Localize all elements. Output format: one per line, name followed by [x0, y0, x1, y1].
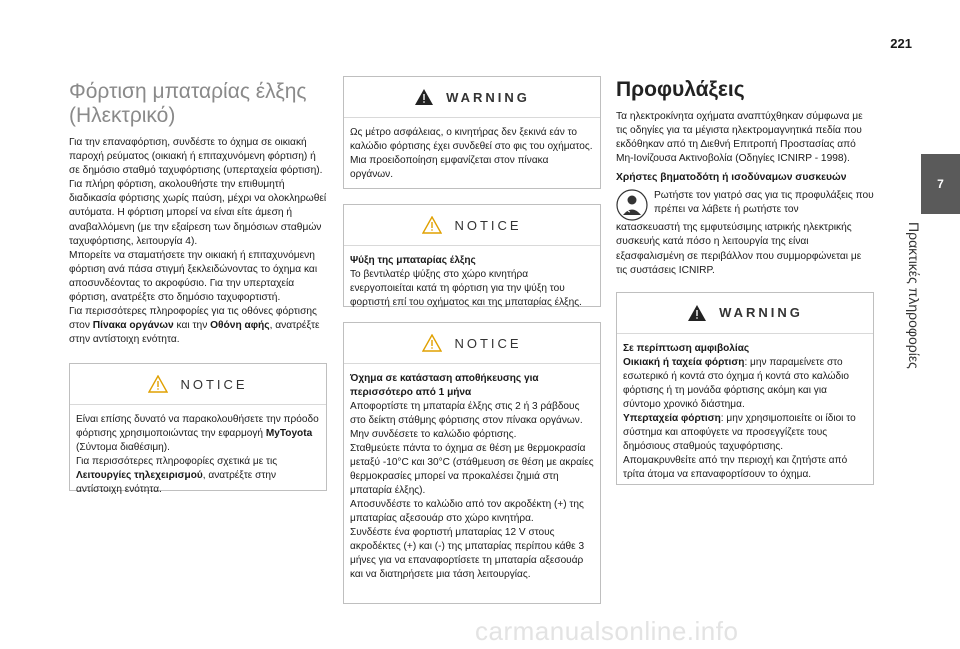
paragraph — [69, 305, 327, 347]
paragraph — [76, 455, 320, 497]
notice-box — [343, 204, 601, 307]
paragraph — [623, 412, 867, 454]
paragraph: Μπορείτε να σταματήσετε την οικιακή ή επιταχυνόμενη φόρτιση ανά πάσα στιγμή ξεκλειδώνοντας το όχημα και αποσυνδέοντας το ακροφύσιο. Για την υπερταχεία φόρτιση, ανατρέξτε στο δημόσιο ταχυφορτιστή. — [69, 249, 318, 304]
paragraph: Συνδέστε ένα φορτιστή μπαταρίας 12 V στους ακροδέκτες (+) και (-) της μπαταρίας περίπου κάθε 3 μήνες για να επαναφορτίσετε τη μπαταρία αξεσουάρ και να διατηρήσετε μια τάση λειτουργίας. — [350, 527, 585, 580]
doctor-icon — [616, 189, 648, 221]
paragraph: Αποσυνδέστε το καλώδιο από τον ακροδέκτη (+) της μπαταρίας αξεσουάρ στο χώρο κινητήρα. — [350, 499, 584, 524]
paragraph: Τα ηλεκτροκίνητα οχήματα αναπτύχθηκαν σύμφωνα με τις οδηγίες για τα μέγιστα ηλεκτρομαγνητικά πεδία που εκδόθηκαν από τη Διεθνή Επιτροπή Προστασίας από Μη-Ιονίζουσα Ακτινοβολία (Οδηγίες ICNIRP - 1998). — [616, 111, 863, 165]
warning-triangle-icon — [414, 88, 434, 106]
text: : μην χρησιμοποιείτε οι ίδιοι το σύστημα και αποφύγετε να προσεγγίζετε τους δημόσιους σταθμούς ταχυφόρτισης. — [623, 412, 856, 452]
warning-triangle-icon — [687, 304, 707, 322]
bold-term: MyToyota — [265, 428, 313, 440]
bold-term: Λειτουργίες τηλεχειρισμού — [76, 470, 203, 482]
warning-label: WARNING — [719, 305, 803, 321]
bold-term: Πίνακα οργάνων — [92, 320, 174, 332]
bold-term: Οικιακή ή ταχεία φόρτιση — [623, 356, 745, 368]
paragraph: Για πλήρη φόρτιση, ακολουθήστε την επιθυμητή διαδικασία φόρτισης χωρίς παύση, μέχρι να ολοκληρωθεί αυτόματα. Η φόρτιση μπορεί να είναι είτε άμεση ή αναβαλλόμενη (με την εξαίρεση των δημόσιων σταθμών ταχυφόρτισης, λειτουργία 4). — [69, 179, 327, 247]
notice-header — [70, 364, 326, 405]
notice-title: Όχημα σε κατάσταση αποθήκευσης για περισσότερο από 1 μήνα — [350, 373, 539, 398]
bold-term: Οθόνη αφής — [210, 320, 270, 332]
notice-triangle-icon — [422, 334, 442, 352]
paragraph: Μην συνδέσετε το καλώδιο φόρτισης. — [350, 429, 517, 440]
paragraph: Σταθμεύετε πάντα το όχημα σε θέση με θερμοκρασία μεταξύ -10°C και 30°C (στάθμευση σε θέση με ακραίες θερμοκρασίες μπορεί να προκαλέσει ζημιά στη μπαταρία έλξης). — [350, 443, 594, 496]
chapter-tab[interactable]: 7 — [921, 154, 960, 214]
paragraph: Για την επαναφόρτιση, συνδέστε το όχημα σε οικιακή παροχή ρεύματος (οικιακή ή επιταχυνόμενη φόρτιση) ή σε δημόσιο σταθμό ταχυφόρτισης (υπερταχεία φόρτιση). — [69, 137, 323, 177]
paragraph: Αποφορτίστε τη μπαταρία έλξης στις 2 ή 3 ράβδους στο δείκτη στάθμης φόρτισης στον πίνακα οργάνων. — [350, 401, 583, 426]
notice-triangle-icon — [148, 375, 168, 393]
subheading: Χρήστες βηματοδότη ή ισοδύναμων συσκευών — [616, 172, 847, 184]
warning-box — [343, 76, 601, 189]
paragraph: Ως μέτρο ασφάλειας, ο κινητήρας δεν ξεκινά εάν το καλώδιο φόρτισης έχει συνδεθεί στο φις του οχήματος. Μια προειδοποίηση εμφανίζεται στον πίνακα οργάνων. — [350, 127, 593, 180]
notice-header — [344, 323, 600, 364]
paragraph: Απομακρυνθείτε από την περιοχή και ζητήστε από τρίτα άτομα να επαναφορτίσουν το όχημα. — [623, 454, 848, 480]
paragraph: κατασκευαστή της εμφυτεύσιμης ιατρικής ηλεκτρικής συσκευής κατά πόσο η λειτουργία της είναι εξασφαλισμένη σε περιβάλλον που συμμορφώνεται με τις συστάσεις ICNIRP. — [616, 222, 862, 276]
notice-label: NOTICE — [454, 335, 522, 351]
notice-title: Ψύξη της μπαταρίας έλξης — [350, 255, 476, 266]
watermark: carmanualsonline.info — [475, 616, 739, 646]
page-number: 221 — [890, 36, 912, 51]
text: και την — [173, 320, 211, 332]
paragraph — [76, 413, 320, 455]
warning-header — [344, 77, 600, 118]
warning-title: Σε περίπτωση αμφιβολίας — [623, 342, 750, 354]
text: : μην παραμείνετε στο εσωτερικό ή κοντά στο όχημα ή κοντά στο καλώδιο φόρτισης ή τη μονάδα φόρτισης ακόμη και για σύντομο χρονικό διάστημα. — [623, 356, 849, 410]
text: Για περισσότερες πληροφορίες σχετικά με τις — [76, 456, 278, 468]
text: , ανατρέξτε στην αντίστοιχη ενότητα. — [69, 320, 320, 346]
warning-label: WARNING — [446, 89, 530, 105]
notice-label: NOTICE — [180, 376, 248, 392]
text: , ανατρέξτε στην αντίστοιχη ενότητα. — [76, 470, 276, 496]
bold-term: Υπερταχεία φόρτιση — [623, 412, 721, 424]
notice-label: NOTICE — [454, 217, 522, 233]
section-title-precautions: Προφυλάξεις — [616, 78, 745, 101]
warning-header — [617, 293, 873, 334]
text: Είναι επίσης δυνατό να παρακολουθήσετε την πρόοδο φόρτισης χρησιμοποιώντας την εφαρμογή — [76, 414, 319, 440]
notice-box — [69, 363, 327, 496]
paragraph: Το βεντιλατέρ ψύξης στο χώρο κινητήρα ενεργοποιείται κατά τη φόρτιση για την ψύξη του φορτιστή επί του οχήματος και της μπαταρίας έλξης. — [350, 269, 582, 308]
section-title-charging: Φόρτιση μπαταρίας έλξης (Ηλεκτρικό) — [69, 80, 307, 127]
column-precautions — [616, 76, 874, 485]
notice-header — [344, 205, 600, 246]
text: (Σύντομα διαθέσιμη). — [76, 442, 170, 454]
paragraph: Ρωτήστε τον γιατρό σας για τις προφυλάξεις που πρέπει να λάβετε ή ρωτήστε τον — [654, 190, 874, 216]
warning-box — [616, 292, 874, 485]
text: Για περισσότερες πληροφορίες για τις οθόνες φόρτισης στον — [69, 306, 317, 332]
paragraph — [623, 356, 867, 412]
notice-triangle-icon — [422, 216, 442, 234]
chapter-title: Πρακτικές πληροφορίες — [906, 222, 922, 369]
column-charging — [69, 76, 327, 496]
column-notices — [343, 76, 601, 604]
doctor-row — [616, 189, 874, 221]
notice-box — [343, 322, 601, 604]
